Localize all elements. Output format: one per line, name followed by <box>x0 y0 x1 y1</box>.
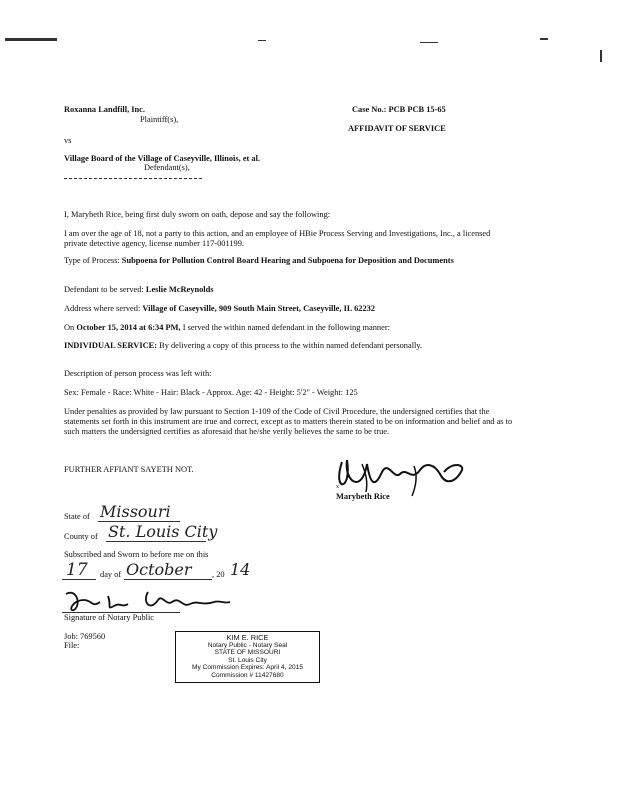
service-date: On October 15, 2014 at 6:34 PM, I served the within named defendant in the following manner: <box>64 323 390 332</box>
job-number: Job: 769560 <box>64 632 106 641</box>
year-value: 14 <box>230 560 251 579</box>
subscribed-text: Subscribed and Sworn to before me on this <box>64 550 209 559</box>
signature-mark: x <box>336 484 339 490</box>
scan-mark <box>600 50 602 62</box>
scan-mark <box>258 40 266 41</box>
further-affiant: FURTHER AFFIANT SAYETH NOT. <box>64 465 194 474</box>
caption-rule <box>64 178 202 179</box>
county-rule <box>106 541 206 542</box>
versus: vs <box>64 136 72 145</box>
stamp-name: KIM E. RICE <box>226 633 269 642</box>
intro-line: I, Marybeth Rice, being first duly sworn on oath, depose and say the following: <box>64 210 331 219</box>
scan-mark <box>420 42 438 43</box>
notary-signature-label: Signature of Notary Public <box>64 613 155 622</box>
employment-paragraph: I am over the age of 18, not a party to this action, and an employee of HBie Process Serving and Investigations, Inc., a licensed private detective agency, license number 117-001199. <box>64 229 491 248</box>
day-value: 17 <box>66 560 88 580</box>
notary-signature <box>62 586 232 614</box>
day-rule <box>62 579 96 580</box>
process-type-value: Subpoena for Pollution Control Board Hearing and Subpoena for Deposition and Documents <box>121 256 454 265</box>
person-description: Sex: Female - Race: White - Hair: Black - Approx. Age: 42 - Height: 5'2" - Weight: 125 <box>64 388 358 397</box>
description-label: Description of person process was left with: <box>64 369 212 378</box>
scan-mark <box>540 38 548 40</box>
day-label: day of <box>100 570 122 579</box>
scan-mark <box>5 38 57 41</box>
service-method-label: INDIVIDUAL SERVICE: <box>64 341 158 350</box>
service-method: INDIVIDUAL SERVICE: By delivering a copy of this process to the within named defendant personally. <box>64 341 423 350</box>
penalties-paragraph: Under penalties as provided by law pursuant to Section 1-109 of the Code of Civil Procedure, the undersigned certifies that the statements set forth in this instrument are true and correct, except as to matters therein stated to be on information and belief and as to such matters the undersigned certifies as aforesaid that he/she verily believes the same to be true. <box>64 407 513 436</box>
document-title: AFFIDAVIT OF SERVICE <box>348 124 446 133</box>
affiant-name: Marybeth Rice <box>336 492 390 501</box>
process-type: Type of Process: Subpoena for Pollution Control Board Hearing and Subpoena for Deposition and Documents <box>64 256 454 265</box>
served-defendant-name: Leslie McReynolds <box>145 285 214 294</box>
stamp-line: St. Louis City <box>228 656 267 664</box>
served-address-value: Village of Caseyville, 909 South Main Street, Caseyville, IL 62232 <box>142 304 376 313</box>
plaintiff-role: Plaintiff(s), <box>140 115 179 124</box>
county-value: St. Louis City <box>108 522 218 541</box>
month-rule <box>124 579 212 580</box>
year-prefix: , 20 <box>212 570 225 579</box>
defendant-caption-name: Village Board of the Village of Caseyville, Illinois, et al. <box>64 154 261 163</box>
served-defendant: Defendant to be served: Leslie McReynolds <box>64 285 214 294</box>
month-value: October <box>126 560 192 579</box>
plaintiff-name: Roxanna Landfill, Inc. <box>64 105 145 114</box>
stamp-line: Notary Public - Notary Seal <box>207 641 288 649</box>
notary-stamp <box>175 631 320 683</box>
stamp-line: STATE OF MISSOURI <box>214 649 281 657</box>
county-label: County of <box>64 532 98 541</box>
stamp-line: Commission # 11427680 <box>211 671 284 679</box>
service-date-value: October 15, 2014 at 6:34 PM, <box>76 323 181 332</box>
state-value: Missouri <box>100 502 171 521</box>
case-number: Case No.: PCB PCB 15-65 <box>352 105 446 114</box>
served-address: Address where served: Village of Caseyville, 909 South Main Street, Caseyville, IL 62232 <box>64 304 376 313</box>
defendant-caption-role: Defendant(s), <box>144 163 190 172</box>
file-label: File: <box>64 641 80 650</box>
state-label: State of <box>64 512 90 521</box>
stamp-line: My Commission Expires: April 4, 2015 <box>191 664 304 672</box>
